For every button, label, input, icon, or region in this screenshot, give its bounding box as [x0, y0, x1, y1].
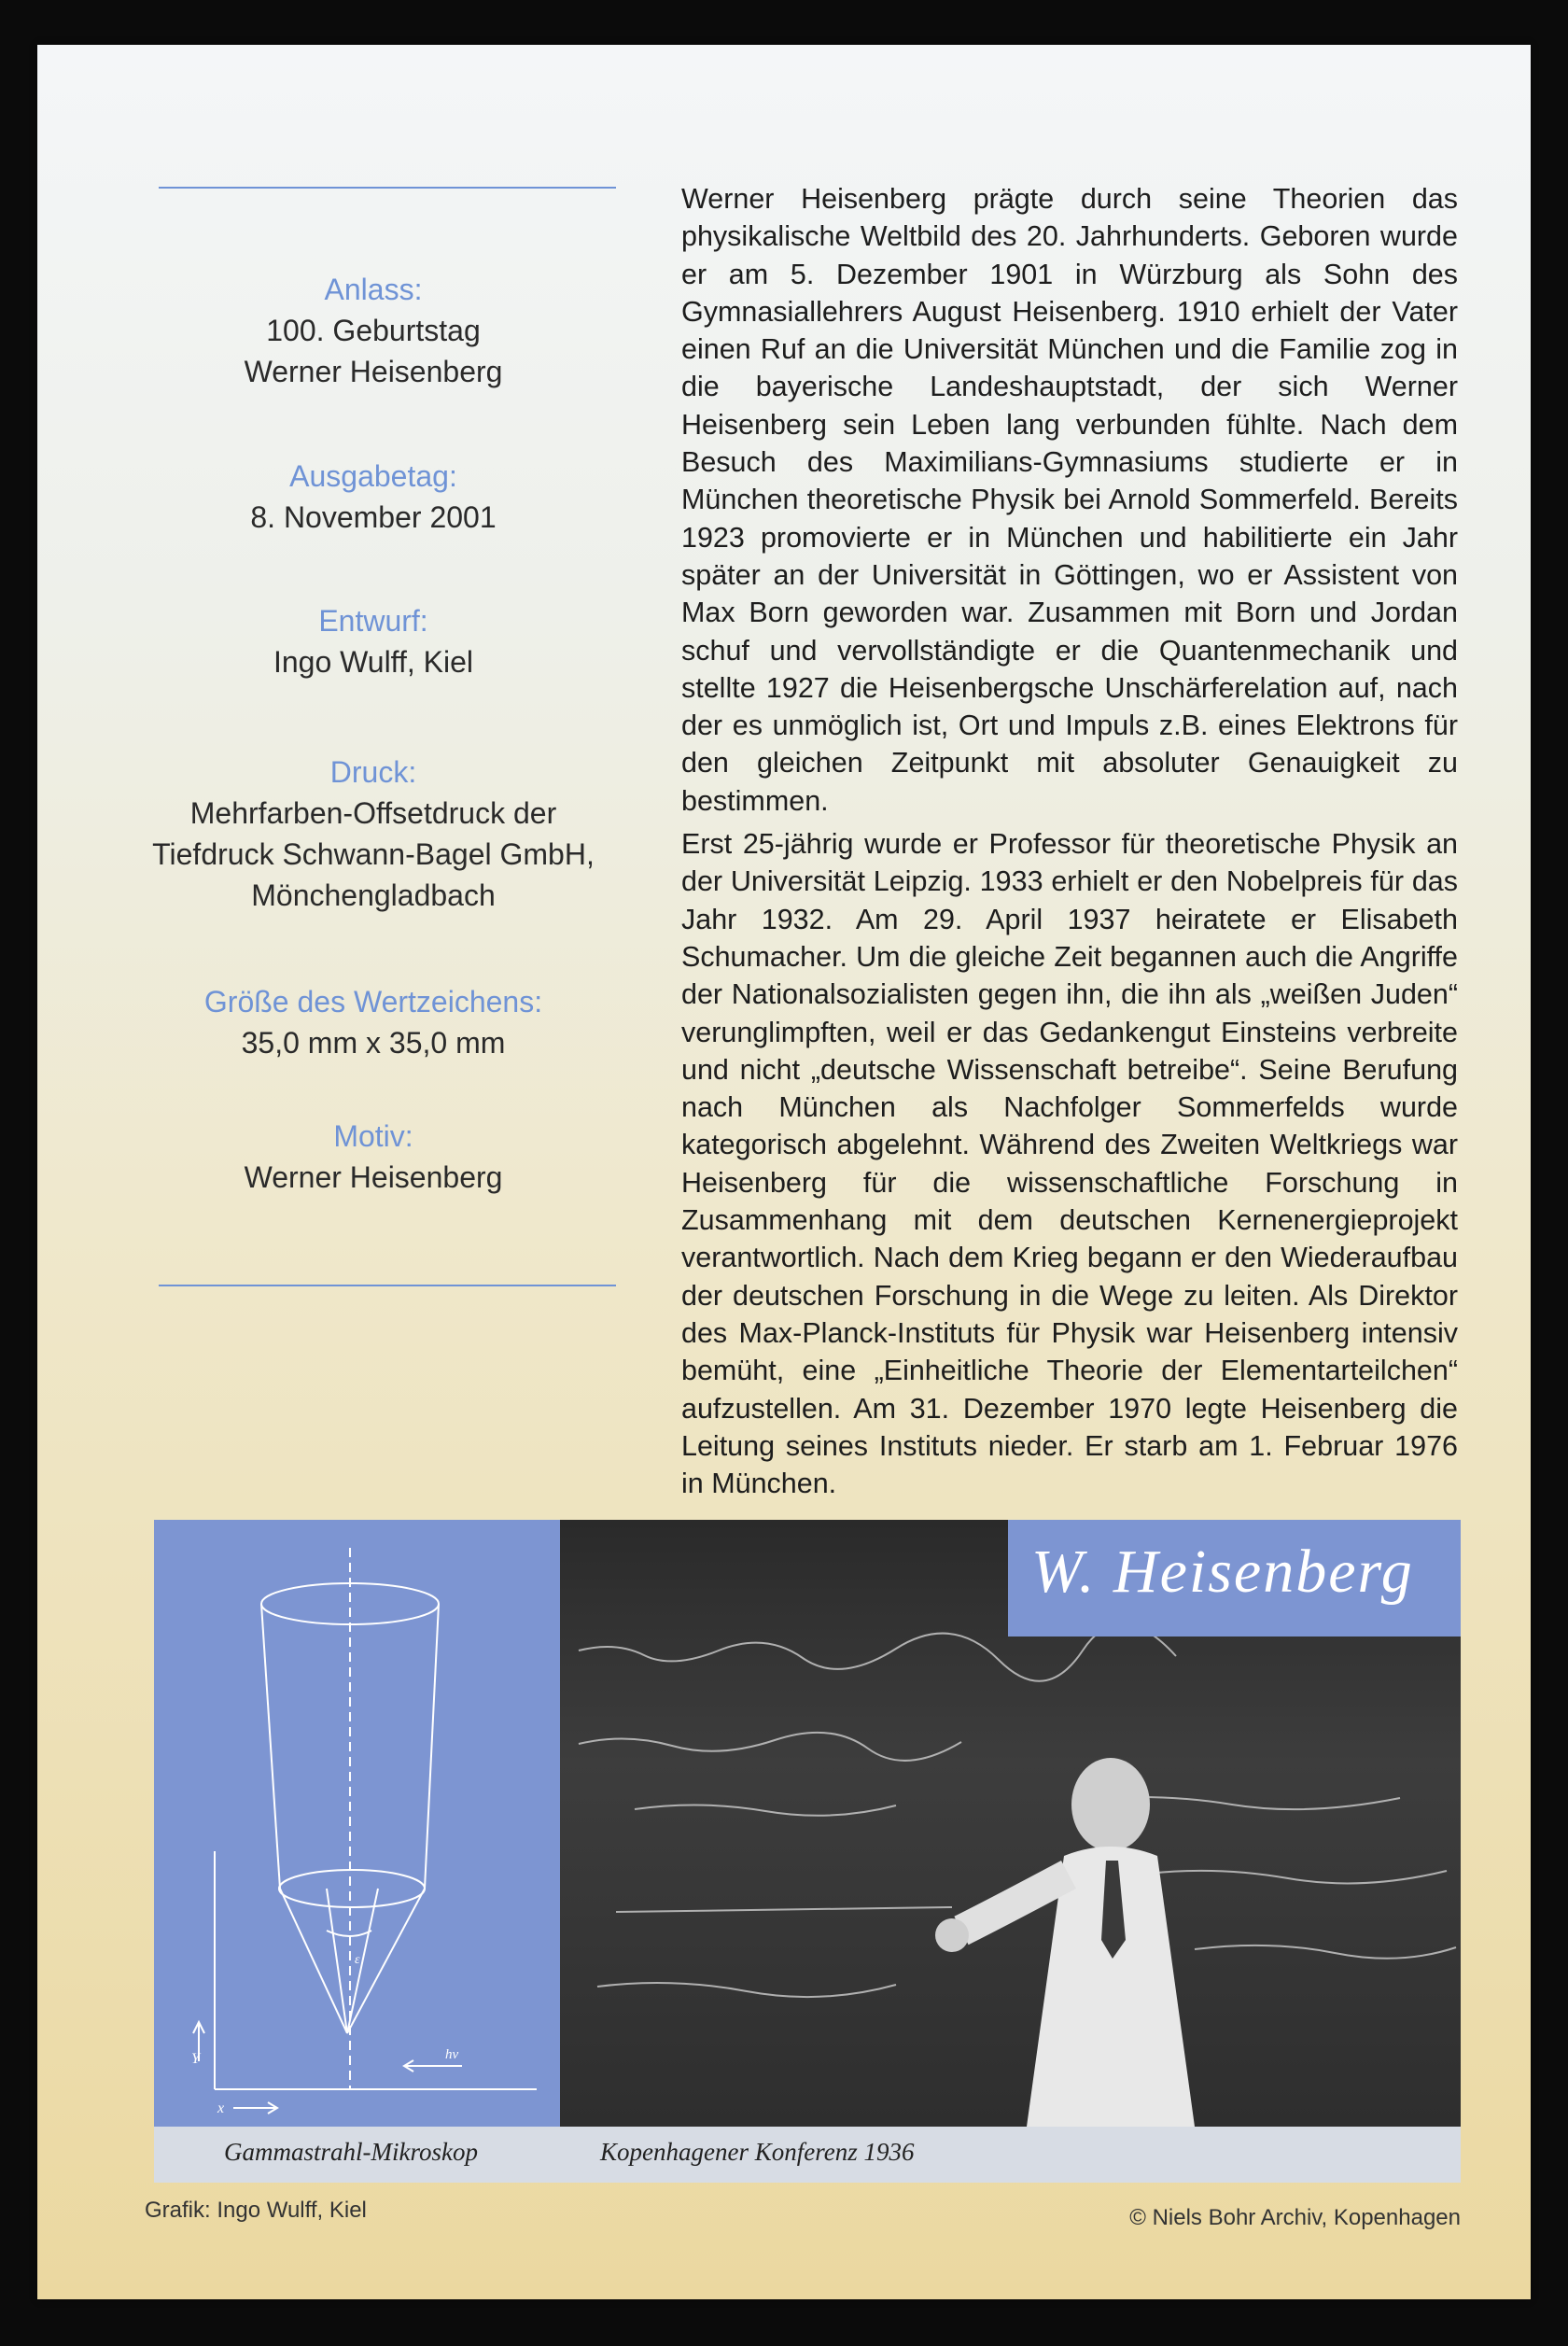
- axis-y-label: Y: [191, 2051, 200, 2067]
- info-sheet: [37, 45, 1531, 2299]
- detail-stamp-size: [112, 981, 635, 1063]
- detail-value: Werner Heisenberg: [244, 355, 503, 388]
- detail-value: Mönchengladbach: [251, 878, 496, 912]
- detail-value: Mehrfarben-Offsetdruck der: [189, 796, 557, 830]
- detail-value: Tiefdruck Schwann-Bagel GmbH,: [152, 837, 595, 871]
- detail-design: [112, 600, 635, 682]
- illustration-panel: [154, 1520, 1461, 2183]
- wave-label: hν: [445, 2047, 459, 2062]
- detail-issue-date: [112, 456, 635, 538]
- detail-label: Motiv:: [333, 1119, 413, 1153]
- credit-photo: © Niels Bohr Archiv, Kopenhagen: [1129, 2205, 1461, 2230]
- person-figure: [935, 1758, 1195, 2127]
- biography-paragraph-2: Erst 25-jährig wurde er Professor für theoretische Physik an der Universität Leipzig. 1933 erhielt er den Nobelpreis für das Jahr 1932. Am 29. April 1937 heiratete er Elisabeth Schumacher. Um die gleiche Zeit begannen auch die Angriffe der Nationalsozialisten gegen ihn, die ihn als „weißen Juden“ verunglimpften, weil er das Gedankengut Einsteins verbreite und nicht „deutsche Wissenschaft betreibe“. Seine Berufung nach München als Nachfolger Sommerfelds wurde kategorisch abgelehnt. Während des Zweiten Weltkriegs war Heisenberg für die wissenschaftliche Forschung in Zusammenhang mit dem deutschen Kernenergieprojekt verantwortlich. Nach dem Krieg begann er den Wiederaufbau der deutschen Forschung in die Wege zu leiten. Als Direktor des Max-Planck-Instituts für Physik war Heisenberg intensiv bemüht, eine „Einheitliche Theorie der Elementarteilchen“ aufzustellen. Am 31. Dezember 1970 legte Heisenberg die Leitung seines Instituts nieder. Er starb am 1. Februar 1976 in München.: [681, 828, 1458, 1500]
- detail-label: Entwurf:: [318, 604, 428, 638]
- photo-caption: Kopenhagener Konferenz 1936: [600, 2138, 915, 2166]
- detail-value: 8. November 2001: [250, 500, 497, 534]
- detail-value: Werner Heisenberg: [244, 1160, 503, 1194]
- bottom-divider: [159, 1285, 616, 1286]
- diagram-caption: Gammastrahl-Mikroskop: [224, 2138, 478, 2166]
- detail-value: 35,0 mm x 35,0 mm: [241, 1026, 506, 1060]
- detail-label: Anlass:: [324, 273, 423, 306]
- detail-label: Ausgabetag:: [289, 459, 457, 493]
- detail-motif: [112, 1116, 635, 1198]
- detail-value: Ingo Wulff, Kiel: [273, 645, 474, 679]
- detail-occasion: [112, 269, 635, 392]
- top-divider: [159, 187, 616, 189]
- detail-label: Druck:: [329, 755, 417, 789]
- biography-text: [681, 180, 1458, 1508]
- detail-value: 100. Geburtstag: [266, 314, 481, 347]
- credit-graphic: Grafik: Ingo Wulff, Kiel: [145, 2198, 367, 2223]
- axis-x-label: x: [217, 2100, 225, 2116]
- biography-paragraph-1: Werner Heisenberg prägte durch seine Theorien das physikalische Weltbild des 20. Jahrhunderts. Geboren wurde er am 5. Dezember 1901 in Würzburg als Sohn des Gymnasiallehrers August Heisenberg. 1910 erhielt der Vater einen Ruf an die Universität München und die Familie zog in die bayerische Landeshauptstadt, der sich Werner Heisenberg sein Leben lang verbunden fühlte. Nach dem Besuch des Maximilians-Gymnasiums studierte er in München theoretische Physik bei Arnold Sommerfeld. Bereits 1923 promovierte er in München und habilitierte ein Jahr später an der Universität in Göttingen, wo er Assistent von Max Born geworden war. Zusammen mit Born und Jordan schuf und vervollständigte er die Quantenmechanik und stellte 1927 die Heisenbergsche Unschärferelation auf, nach der es unmöglich ist, Ort und Impuls z.B. eines Elektrons für den gleichen Zeitpunkt mit absoluter Genauigkeit zu bestimmen.: [681, 183, 1458, 817]
- angle-label: ε: [355, 1953, 360, 1967]
- gamma-microscope-diagram: [154, 1520, 560, 2127]
- detail-label: Größe des Wertzeichens:: [203, 985, 543, 1018]
- detail-print: [112, 752, 635, 916]
- signature-box: [1008, 1520, 1461, 1637]
- signature: W. Heisenberg: [1031, 1538, 1414, 1606]
